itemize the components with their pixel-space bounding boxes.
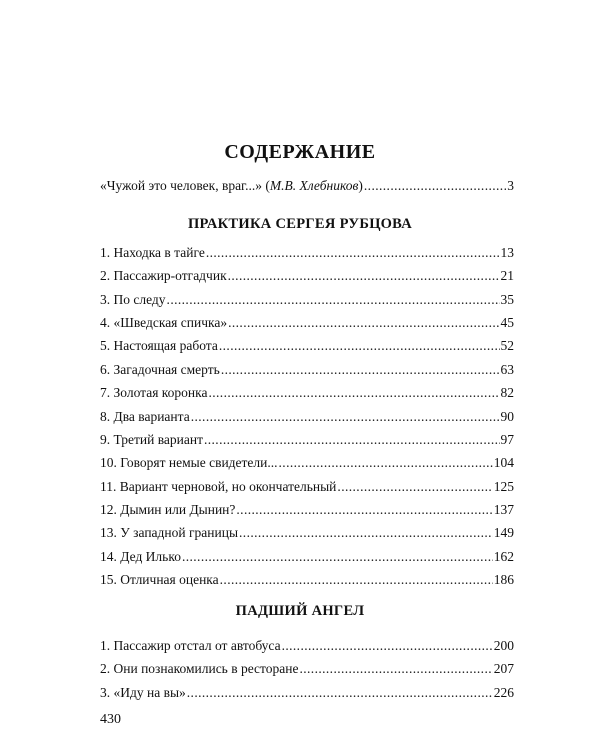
dot-leader [279, 455, 493, 471]
toc-entry[interactable] [100, 385, 514, 401]
toc-entry-page: 125 [493, 478, 514, 494]
dot-leader [204, 432, 500, 448]
dot-leader [239, 525, 493, 541]
toc-entry-page: 63 [500, 361, 514, 377]
toc-entry-label: 3. «Иду на вы» [100, 684, 186, 700]
toc-entry-label: 2. Они познакомились в ресторане [100, 661, 299, 677]
toc-entry[interactable] [100, 338, 514, 354]
dot-leader [182, 549, 493, 565]
toc-entry-page: 21 [500, 268, 514, 284]
dot-leader [364, 178, 506, 194]
toc-entry-page: 104 [493, 455, 514, 471]
toc-entry-label: 1. Находка в тайге [100, 245, 205, 260]
toc-entry-label: «Чужой это человек, враг...» (М.В. Хлебников) [100, 178, 363, 193]
toc-entry-label: 11. Вариант черновой, но окончательный [100, 478, 337, 494]
toc-entry-page: 90 [500, 408, 514, 424]
section-heading: ПРАКТИКА СЕРГЕЯ РУБЦОВА [187, 216, 413, 232]
toc-entry-page: 97 [500, 431, 514, 447]
toc-entry-page: 149 [493, 525, 514, 541]
toc-entry-page: 13 [500, 245, 514, 260]
toc-entry-page: 45 [500, 315, 514, 331]
page-number: 430 [100, 712, 121, 727]
toc-entry-label: 1. Пассажир отстал от автобуса [100, 638, 281, 653]
toc-entry[interactable] [100, 432, 514, 448]
toc-entry[interactable] [100, 549, 514, 565]
toc-entry[interactable] [100, 525, 514, 541]
dot-leader [228, 315, 499, 331]
toc-entry-label: 8. Два варианта [100, 408, 190, 424]
toc-entry-page: 52 [500, 338, 514, 354]
toc-entry-label: 7. Золотая коронка [100, 385, 208, 401]
dot-leader [187, 685, 493, 701]
toc-entry[interactable] [100, 292, 514, 308]
dot-leader [236, 502, 492, 518]
toc-entry-label: 6. Загадочная смерть [100, 361, 220, 377]
dot-leader [228, 268, 500, 284]
dot-leader [220, 572, 493, 588]
dot-leader [282, 638, 493, 654]
toc-entry[interactable] [100, 409, 514, 425]
dot-leader [299, 661, 492, 677]
dot-leader [219, 338, 500, 354]
dot-leader [221, 362, 500, 378]
toc-entry-page: 162 [493, 548, 514, 564]
toc-entry-label: 10. Говорят немые свидетели... [100, 455, 278, 471]
toc-entry-label: 5. Настоящая работа [100, 338, 218, 354]
toc-entry-page: 207 [493, 661, 514, 677]
toc-entry-label: 13. У западной границы [100, 525, 239, 541]
dot-leader [167, 292, 500, 308]
toc-entry[interactable] [100, 455, 514, 471]
dot-leader [191, 409, 500, 425]
toc-entry-page: 3 [507, 178, 514, 193]
toc-entry[interactable] [100, 245, 514, 261]
toc-entry[interactable] [100, 479, 514, 495]
toc-entry-label: 12. Дымин или Дынин? [100, 501, 236, 517]
toc-entry-page: 35 [500, 291, 514, 307]
toc-entry-page: 186 [493, 572, 514, 588]
toc-entry[interactable] [100, 362, 514, 378]
toc-entry-page: 137 [493, 501, 514, 517]
toc-entry[interactable] [100, 315, 514, 331]
toc-entry[interactable] [100, 638, 514, 654]
toc-entry-label: 4. «Шведская спичка» [100, 315, 228, 331]
toc-entry[interactable] [100, 661, 514, 677]
toc-entry-label: 2. Пассажир-отгадчик [100, 268, 227, 284]
dot-leader [206, 245, 500, 261]
toc-entry-label: 14. Дед Илько [100, 548, 181, 564]
toc-entry[interactable] [100, 268, 514, 284]
toc-entry-page: 200 [493, 638, 514, 653]
toc-entry[interactable] [100, 572, 514, 588]
toc-entry-epigraph[interactable] [100, 178, 514, 194]
toc-entry-label: 9. Третий вариант [100, 431, 203, 447]
dot-leader [337, 479, 492, 495]
toc-entry-page: 82 [500, 385, 514, 401]
toc-entry-page: 226 [493, 684, 514, 700]
toc-entry[interactable] [100, 685, 514, 701]
toc-entry-label: 3. По следу [100, 291, 166, 307]
toc-entry[interactable] [100, 502, 514, 518]
toc-entry-label: 15. Отличная оценка [100, 572, 219, 588]
page-title: СОДЕРЖАНИЕ [224, 141, 376, 163]
section-heading: ПАДШИЙ АНГЕЛ [235, 603, 365, 619]
dot-leader [208, 385, 499, 401]
